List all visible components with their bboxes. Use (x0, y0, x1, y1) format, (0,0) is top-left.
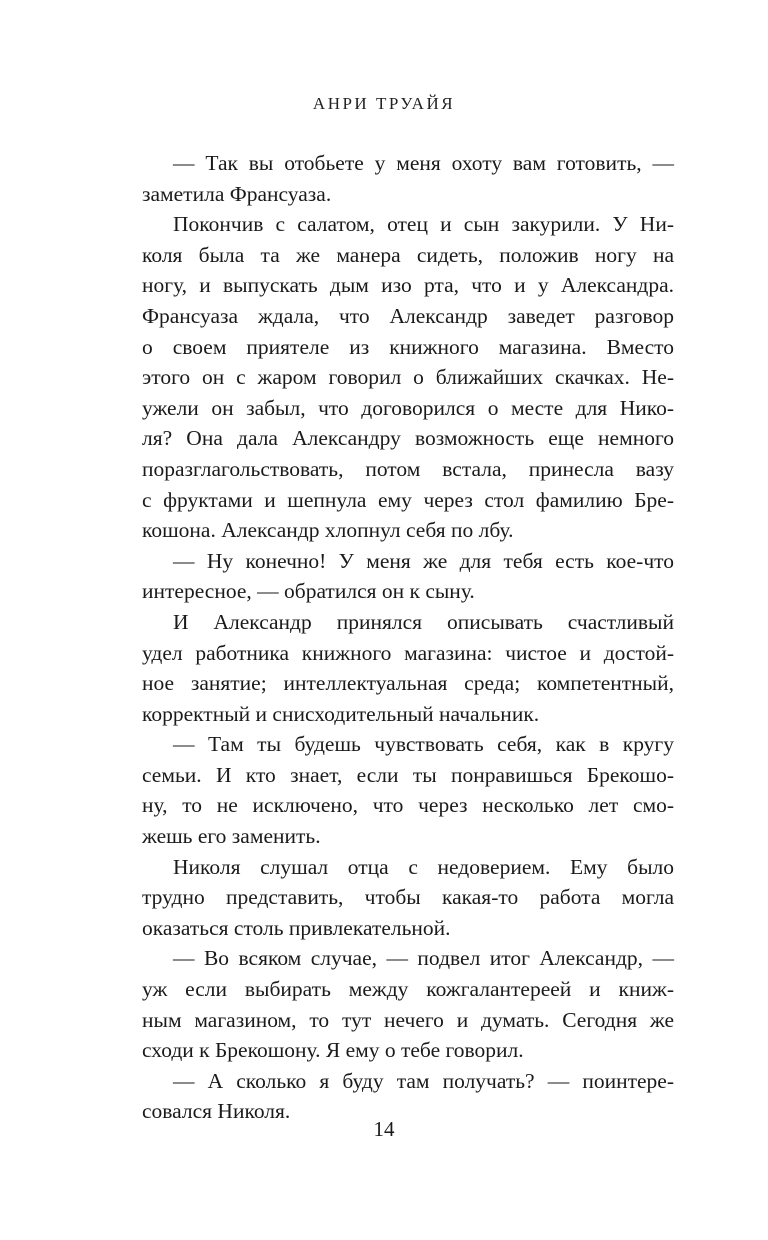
text-line: ногу, и выпускать дым изо рта, что и у Александра. (142, 273, 674, 298)
text-line: И Александр принялся описывать счастливый (173, 609, 674, 634)
body-text (142, 148, 674, 1127)
text-line: ное занятие; интеллектуальная среда; компетентный, (142, 671, 674, 696)
paragraph (142, 209, 674, 546)
running-head: АНРИ ТРУАЙЯ (312, 94, 456, 113)
paragraph (142, 546, 674, 607)
paragraph (142, 607, 674, 729)
paragraph (142, 729, 674, 851)
paragraph (142, 852, 674, 944)
text-line: семьи. И кто знает, если ты понравишься Брекошо- (142, 762, 674, 787)
text-line: с фруктами и шепнула ему через стол фамилию Бре- (142, 487, 674, 512)
paragraph (142, 148, 674, 209)
text-line: жешь его заменить. (142, 824, 321, 849)
text-line: ужели он забыл, что договорился о месте для Нико- (142, 395, 674, 420)
paragraph (142, 943, 674, 1065)
text-line: — Так вы отобьете у меня охоту вам готовить, — (173, 151, 674, 175)
text-line: ля? Она дала Александру возможность еще немного (142, 426, 674, 451)
text-line: оказаться столь привлекательной. (142, 915, 451, 940)
text-line: — Там ты будешь чувствовать себя, как в кругу (173, 732, 674, 757)
text-line: — Во всяком случае, — подвел итог Александр, — (173, 946, 674, 971)
text-line: Николя слушал отца с недоверием. Ему было (173, 854, 674, 879)
text-line: Покончив с салатом, отец и сын закурили. У Ни- (173, 212, 674, 237)
text-line: совался Николя. (142, 1099, 291, 1124)
text-line: Франсуаза ждала, что Александр заведет разговор (142, 303, 674, 328)
text-line: кошона. Александр хлопнул себя по лбу. (142, 518, 514, 543)
text-line: ным магазином, то тут нечего и думать. Сегодня же (142, 1007, 674, 1032)
text-line: этого он с жаром говорил о ближайших скачках. Не- (142, 365, 674, 390)
text-line: интересное, — обратился он к сыну. (142, 579, 475, 604)
text-line: — Ну конечно! У меня же для тебя есть кое-что (173, 548, 674, 573)
text-line: заметила Франсуаза. (142, 181, 332, 206)
text-line: корректный и снисходительный начальник. (142, 701, 540, 726)
text-line: трудно представить, чтобы какая-то работа могла (142, 885, 674, 910)
text-line: удел работника книжного магазина: чистое и достой- (142, 640, 674, 665)
text-line: коля была та же манера сидеть, положив ногу на (142, 242, 674, 267)
text-line: уж если выбирать между кожгалантереей и книж- (142, 977, 674, 1002)
text-line: сходи к Брекошону. Я ему о тебе говорил. (142, 1038, 524, 1063)
text-line: — А сколько я буду там получать? — поинтере- (173, 1068, 674, 1093)
text-line: о своем приятеле из книжного магазина. Вместо (142, 334, 674, 359)
text-line: поразглагольствовать, потом встала, принесла вазу (142, 456, 674, 481)
page-number: 14 (373, 1117, 395, 1141)
text-line: ну, то не исключено, что через несколько лет смо- (142, 793, 674, 818)
